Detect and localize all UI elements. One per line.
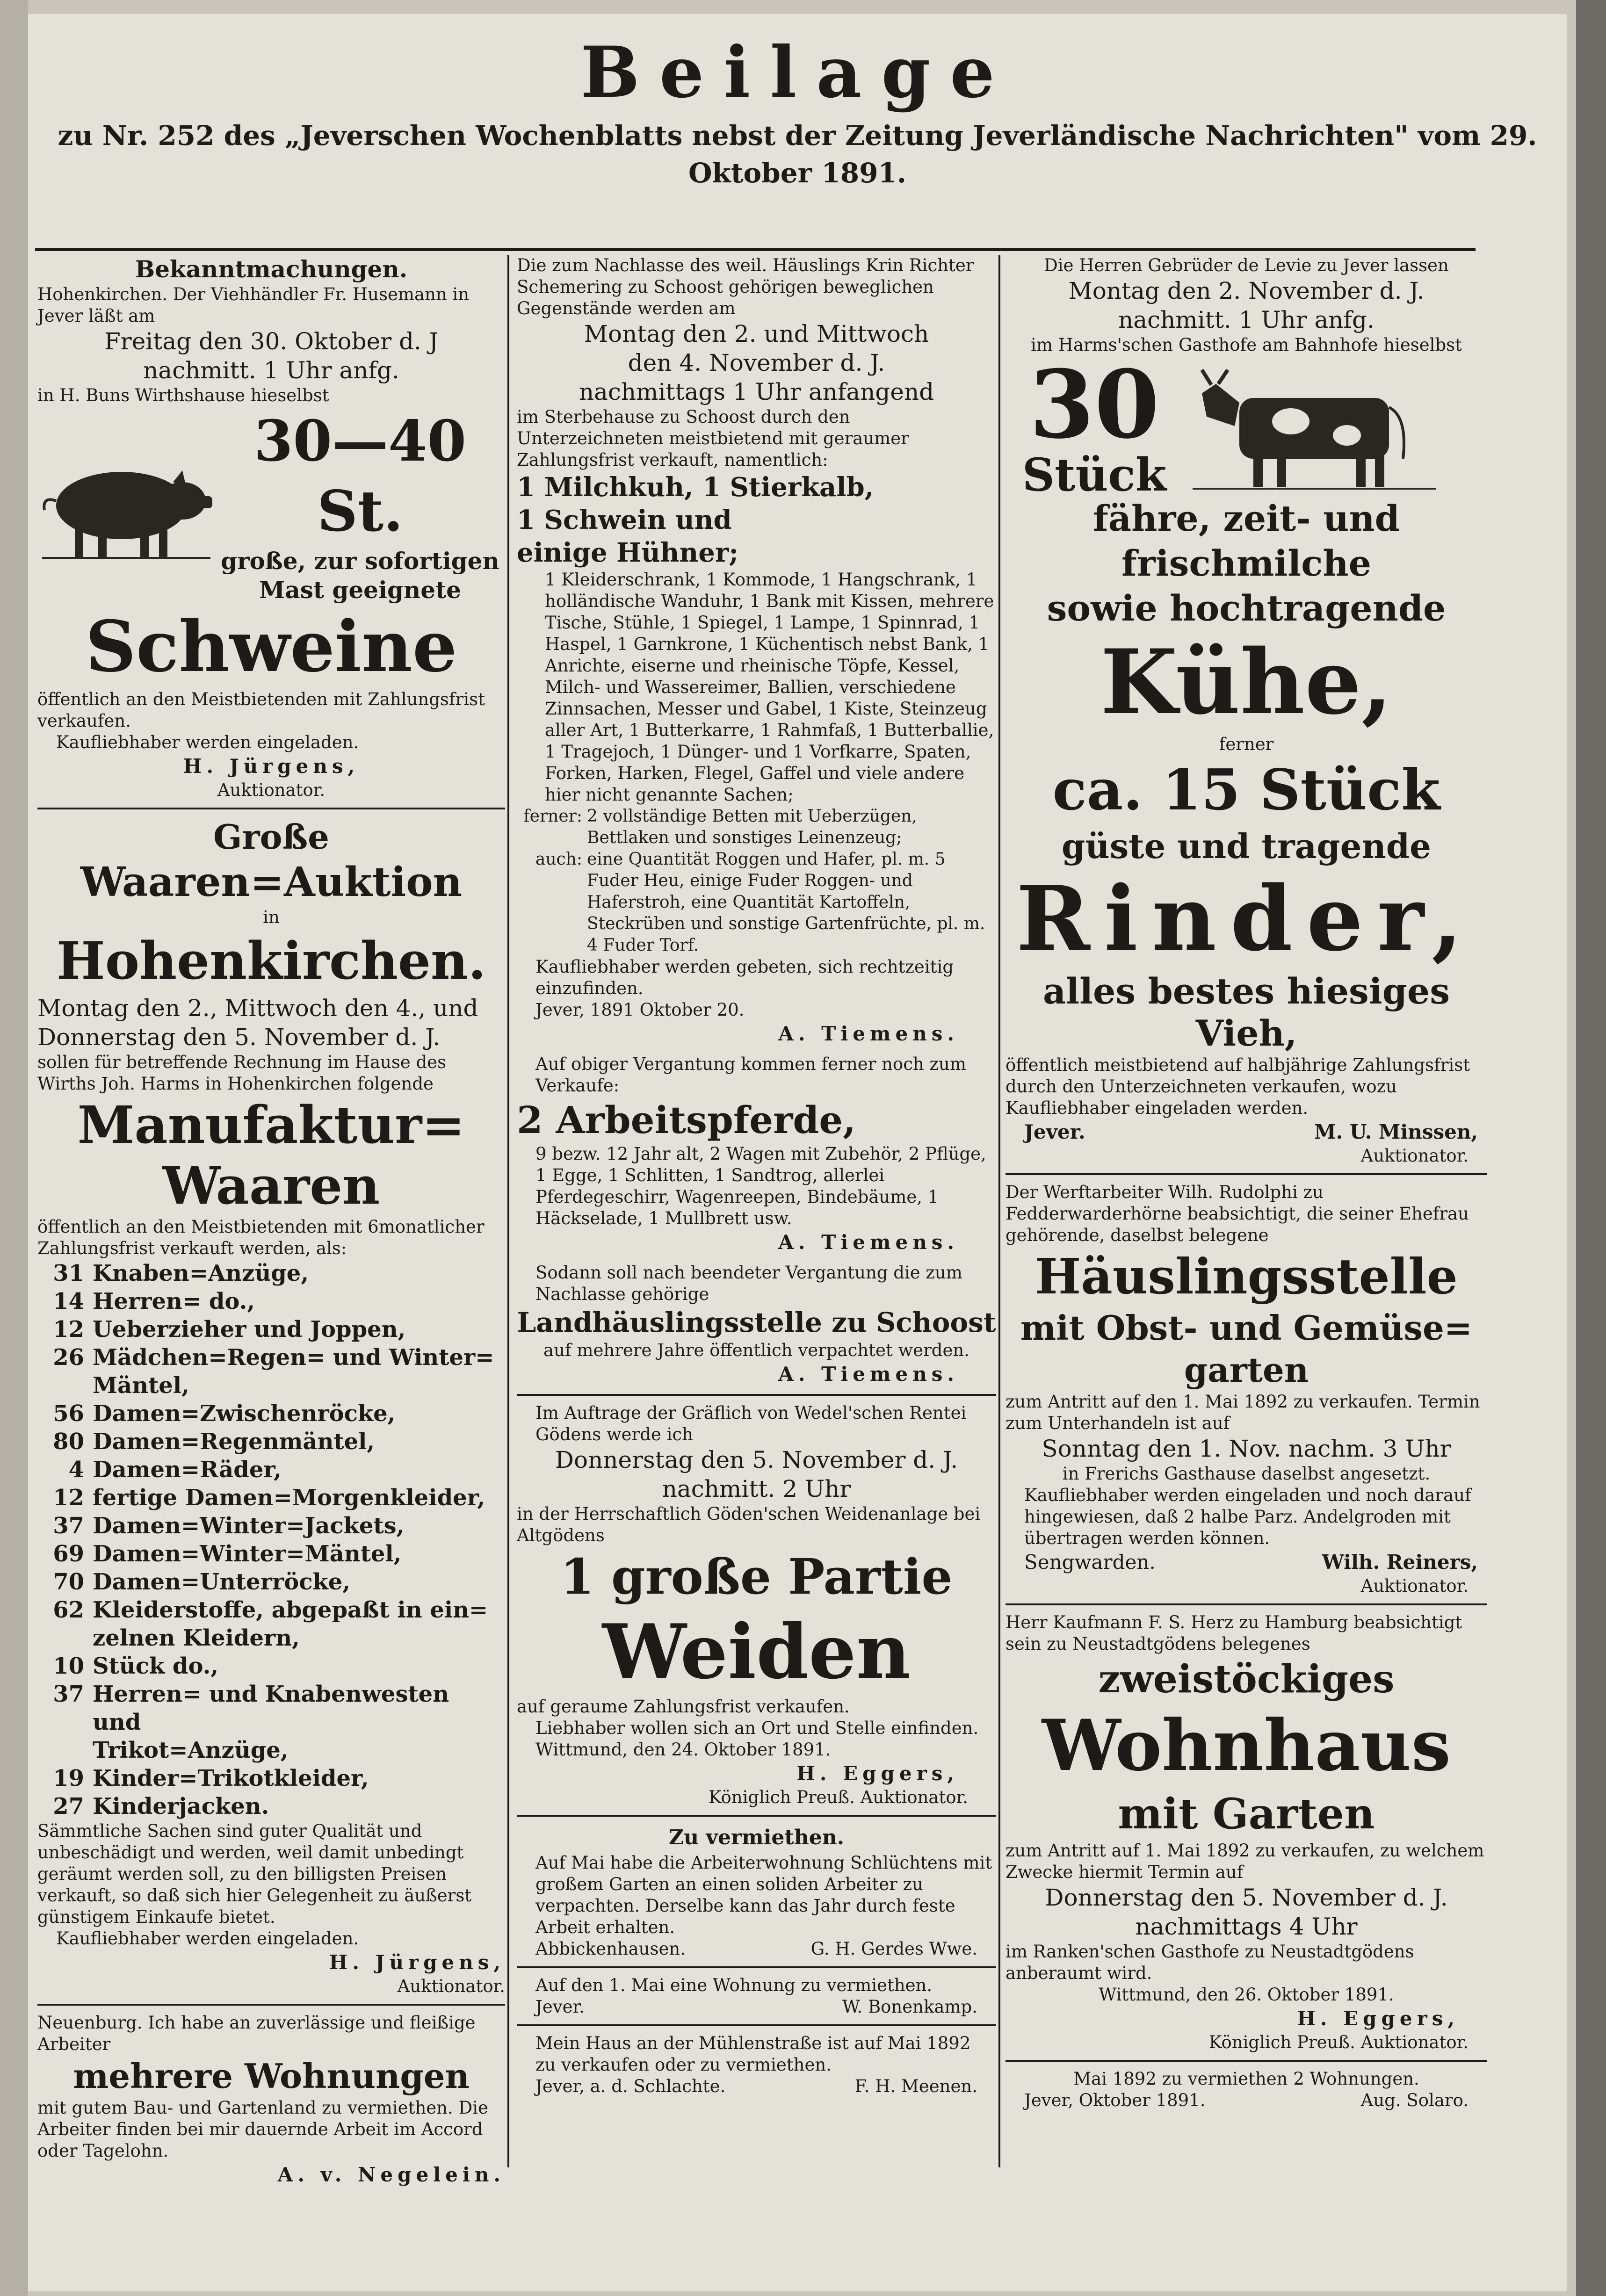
notice-signature: H. Jürgens,: [329, 1951, 505, 1974]
item-quantity: 26: [53, 1344, 84, 1371]
item-quantity: [37, 1372, 93, 1400]
list-item: [37, 1764, 505, 1792]
list-item: [37, 1372, 505, 1400]
notice-signature: H. Jürgens,: [183, 755, 360, 778]
item-label: Ueberzieher und Joppen,: [93, 1316, 406, 1343]
item-quantity: 12: [53, 1485, 84, 1511]
notice-footer: [1006, 2090, 1487, 2111]
column-2: [517, 255, 996, 2104]
list-item: [37, 1512, 505, 1540]
notice-count: 30—40 St.: [254, 408, 466, 544]
notice-desc: große, zur sofortigen: [221, 547, 499, 575]
notice-signature: H. Eggers,: [796, 1762, 959, 1785]
item-quantity: 37: [53, 1681, 84, 1707]
notice-body: mit gutem Bau- und Gartenland zu vermiethen. Die Arbeiter finden bei mir dauernde Arbeit im Accord oder Tagelohn.: [37, 2098, 488, 2161]
notice-place: im Harms'schen Gasthofe am Bahnhofe hieselbst: [1031, 335, 1462, 355]
item-label: Damen=Zwischenröcke,: [93, 1401, 396, 1427]
goods-list: [37, 1259, 505, 1820]
page-subtitle: zu Nr. 252 des „Jeverschen Wochenblatts nebst der Zeitung Jeverländische Nachrichten" vom 29. Oktober 1891.: [58, 120, 1537, 189]
notice-signature: Aug. Solaro.: [1360, 2090, 1469, 2110]
notice-heading: Bekanntmachungen.: [135, 255, 408, 283]
notice-date: Sonntag den 1. Nov. nachm. 3 Uhr: [1042, 1435, 1451, 1462]
notice-body: Auf den 1. Mai eine Wohnung zu vermiethen.: [535, 1975, 933, 1995]
notice-big-word: 1 große Partie: [560, 1548, 953, 1605]
notice-signature: F. H. Meenen.: [854, 2076, 977, 2096]
notice-footer: [1006, 1119, 1487, 1145]
notice-date: den 4. November d. J.: [628, 349, 885, 376]
notice-invite: Kaufliebhaber werden eingeladen.: [56, 1928, 359, 1949]
notice-date: Jever, 1891 Oktober 20.: [535, 1000, 745, 1020]
notice-invite: Kaufliebhaber werden eingeladen.: [56, 732, 359, 752]
notice-haus-meenen: [517, 2033, 996, 2097]
item-label: Damen=Winter=Mäntel,: [93, 1541, 402, 1567]
item-quantity: 12: [53, 1316, 84, 1343]
notice-haeuslingsstelle: [1006, 1182, 1487, 1597]
notice-big-word: Landhäuslingsstelle zu Schoost: [517, 1307, 996, 1338]
notice-waaren-auktion: [37, 816, 505, 1997]
notice-date: Wittmund, den 24. Oktober 1891.: [535, 1740, 831, 1760]
notice-signature-role: Auktionator.: [1360, 1146, 1469, 1166]
page-title: Beilage: [580, 31, 1014, 114]
notice-signature: Wilh. Reiners,: [1322, 1551, 1478, 1574]
notice-zu-vermiethen: [517, 1823, 996, 1960]
item-label: Herren= do.,: [93, 1288, 255, 1314]
notice-desc: fähre, zeit- und frischmilche: [1093, 498, 1400, 584]
notice-body: zum Antritt auf 1. Mai 1892 zu verkaufen, zu welchem Zwecke hiermit Termin auf: [1006, 1841, 1484, 1882]
masthead: [28, 28, 1567, 192]
notice-big-word: mehrere Wohnungen: [73, 2056, 470, 2096]
item-quantity: 27: [53, 1793, 84, 1819]
notice-wohnhaus: [1006, 1612, 1487, 2053]
notice-place: Jever, Oktober 1891.: [1024, 2090, 1206, 2110]
notice-big-word: Rinder,: [1016, 866, 1477, 971]
item-label: Kinderjacken.: [93, 1793, 269, 1819]
item-quantity: 14: [53, 1288, 84, 1314]
notice-divider: [517, 1394, 996, 1396]
item-quantity: 70: [53, 1569, 84, 1595]
notice-count: 30: [1029, 350, 1160, 460]
notice-text: Hohenkirchen. Der Viehhändler Fr. Husemann in Jever läßt am: [37, 284, 470, 326]
item-quantity: 4: [68, 1457, 84, 1483]
notice-place: im Ranken'schen Gasthofe zu Neustadtgödens anberaumt wird.: [1006, 1942, 1414, 1983]
notice-footer: [517, 2076, 996, 2097]
item-label: Mädchen=Regen= und Winter=: [93, 1344, 494, 1371]
notice-text: Herr Kaufmann F. S. Herz zu Hamburg beabsichtigt sein zu Neustadtgödens belegenes: [1006, 1612, 1462, 1654]
masthead-rule: [35, 248, 1476, 251]
item-quantity: 69: [53, 1541, 84, 1567]
list-item: [37, 1484, 505, 1512]
notice-date: Donnerstag den 5. November d. J.: [1045, 1884, 1448, 1911]
item-quantity: 19: [53, 1765, 84, 1791]
notice-big-word: 1 Milchkuh, 1 Stierkalb,: [517, 472, 874, 503]
item-label: Trikot=Anzüge,: [93, 1737, 289, 1763]
notice-big-word: Wohnhaus: [1042, 1704, 1451, 1787]
item-label: Herren= und Knabenwesten und: [92, 1681, 449, 1735]
notice-place: in Frerichs Gasthause daselbst angesetzt.: [1062, 1464, 1431, 1484]
notice-place: Jever.: [535, 1997, 585, 2017]
notice-text: Die Herren Gebrüder de Levie zu Jever lassen: [1044, 255, 1449, 275]
adjacent-page-edge: [0, 0, 28, 2296]
notice-big-word: einige Hühner;: [517, 537, 739, 568]
list-item: [37, 1736, 505, 1764]
notice-divider: [517, 2024, 996, 2026]
notice-place: im Sterbehause zu Schoost durch den Unterzeichneten meistbietend mit geraumer Zahlungsfrist verkauft, namentlich:: [517, 407, 909, 470]
notice-date: Montag den 2., Mittwoch den 4., und: [37, 995, 478, 1022]
notice-text: Sodann soll nach beendeter Vergantung die zum Nachlasse gehörige: [535, 1263, 962, 1304]
notice-date: Donnerstag den 5. November d. J.: [555, 1446, 958, 1473]
notice-arbeitspferde: [517, 1054, 996, 1256]
item-label: Stück do.,: [93, 1653, 219, 1679]
notice-big-word: 2 Arbeitspferde,: [517, 1098, 856, 1142]
notice-signature: A. Tiemens.: [778, 1022, 959, 1045]
notice-text: sollen für betreffende Rechnung im Hause des Wirths Joh. Harms in Hohenkirchen folgende: [37, 1052, 447, 1094]
item-label: Knaben=Anzüge,: [93, 1260, 309, 1286]
notice-big-word: Häuslingsstelle: [1035, 1248, 1458, 1305]
book-edge: [1576, 0, 1606, 2296]
notice-place: in der Herrschaftlich Göden'schen Weidenanlage bei Altgödens: [517, 1504, 981, 1545]
pig-icon: [37, 449, 215, 562]
notice-wohnung-bonenkamp: [517, 1975, 996, 2018]
item-quantity: 31: [53, 1260, 84, 1286]
notice-signature-role: Auktionator.: [217, 780, 326, 800]
notice-big-word: Manufaktur=: [77, 1095, 465, 1155]
notice-signature-role: Auktionator.: [397, 1976, 505, 1996]
list-item: [37, 1624, 505, 1652]
notice-footer: [1006, 1549, 1487, 1575]
notice-text: Der Werftarbeiter Wilh. Rudolphi zu Fedderwarderhörne beabsichtigt, die seiner Ehefrau gehörende, daselbst belegene: [1006, 1182, 1469, 1245]
notice-place: Abbickenhausen.: [535, 1939, 686, 1959]
notice-divider: [37, 808, 505, 809]
list-item: [37, 1400, 505, 1428]
notice-body: auf mehrere Jahre öffentlich verpachtet werden.: [543, 1340, 969, 1360]
item-quantity: 62: [53, 1597, 84, 1623]
notice-text: Die zum Nachlasse des weil. Häuslings Krin Richter Schemering zu Schoost gehörigen beweglichen Gegenstände werden am: [517, 255, 974, 318]
column-divider: [507, 255, 509, 2167]
list-item: [37, 1343, 505, 1372]
notice-entry: [517, 806, 996, 849]
notice-landhaeuslingsstelle: [517, 1262, 996, 1387]
notice-heading: Waaren=Auktion: [80, 859, 463, 906]
notice-divider: [517, 1966, 996, 1968]
notice-footer: [517, 1938, 996, 1960]
notice-big-word: mit Garten: [1118, 1789, 1375, 1839]
notice-big-word: Waaren: [162, 1155, 380, 1216]
notice-place: in H. Buns Wirthshause hieselbst: [37, 385, 329, 405]
notice-text: Im Auftrage der Gräflich von Wedel'schen Rentei Gödens werde ich: [535, 1403, 967, 1444]
notice-date: Donnerstag den 5. November d. J.: [37, 1024, 441, 1051]
notice-footer: [517, 1996, 996, 2018]
item-quantity: 37: [53, 1513, 84, 1539]
notice-heading: Zu vermiethen.: [668, 1826, 845, 1849]
list-item: [37, 1259, 505, 1287]
notice-heading: Große: [213, 817, 329, 857]
item-label: Damen=Winter=Jackets,: [93, 1513, 405, 1539]
notice-date: Montag den 2. und Mittwoch: [584, 320, 929, 347]
notice-big-word: mit Obst- und Gemüse=: [1020, 1308, 1473, 1348]
item-label: fertige Damen=Morgenkleider,: [93, 1485, 485, 1511]
notice-body: 1 Kleiderschrank, 1 Kommode, 1 Hangschrank, 1 holländische Wanduhr, 1 Bank mit Kissen, mehrere Tische, Stühle, 1 Spiegel, 1 Lampe, 1 Spinnrad, 1 Haspel, 1 Garnkrone, 1 Küchentisch nebst Bank, 1 Anrichte, eiserne und rheinische Töpfe, Kessel, Milch- und Wassereimer, Ballien, verschiedene Zinnsachen, Messer und Gabel, 1 Kiste, Steinzeug aller Art, 1 Butterkarre, 1 Rahmfaß, 1 Butterballie, 1 Tragejoch, 1 Dünger- und 1 Vorfkarre, Spaten, Forken, Harken, Flegel, Gaffel und viele andere hier nicht genannte Sachen;: [545, 570, 994, 805]
entry-key: auch:: [535, 850, 582, 869]
notice-big-word: Schweine: [85, 606, 457, 688]
notice-divider: [1006, 2060, 1487, 2062]
list-item: [37, 1315, 505, 1343]
notice-time: nachmitt. 2 Uhr: [662, 1475, 851, 1502]
item-label: Damen=Unterröcke,: [93, 1569, 350, 1595]
notice-time: nachmittags 4 Uhr: [1135, 1913, 1358, 1940]
notice-place: Hohenkirchen.: [56, 931, 486, 991]
entry-value: eine Quantität Roggen und Hafer, pl. m. 5 Fuder Heu, einige Fuder Roggen- und Haferstroh, eine Quantität Kartoffeln, Steckrüben und sonstige Gartenfrüchte, pl. m. 4 Fuder Torf.: [587, 850, 985, 955]
notice-invite: Liebhaber wollen sich an Ort und Stelle einfinden.: [535, 1718, 979, 1738]
notice-signature: A. Tiemens.: [778, 1363, 959, 1386]
notice-big-word: garten: [1184, 1350, 1309, 1390]
list-item: [37, 1287, 505, 1315]
notice-time: nachmittags 1 Uhr anfangend: [579, 378, 934, 405]
notice-place: Jever.: [1024, 1120, 1085, 1143]
notice-signature: G. H. Gerdes Wwe.: [810, 1939, 977, 1959]
cow-icon: [1183, 356, 1445, 496]
notice-count: ca. 15 Stück: [1052, 757, 1440, 823]
notice-time: nachmitt. 1 Uhr anfg.: [143, 357, 399, 384]
item-quantity: 10: [53, 1653, 84, 1679]
notice-signature: A. v. Negelein.: [277, 2163, 505, 2186]
notice-big-word: Weiden: [602, 1608, 911, 1696]
notice-body: Mein Haus an der Mühlenstraße ist auf Mai 1892 zu verkaufen oder zu vermiethen.: [535, 2033, 971, 2075]
notice-schweine: [37, 255, 505, 801]
item-quantity: [37, 1624, 93, 1652]
notice-desc: Mast geeignete: [259, 576, 461, 604]
column-divider: [998, 255, 1000, 2167]
list-item: [37, 1428, 505, 1456]
notice-signature: W. Bonenkamp.: [842, 1997, 977, 2017]
column-3: [1006, 255, 1487, 2118]
notice-date: Freitag den 30. Oktober d. J: [104, 328, 438, 355]
notice-place: Sengwarden.: [1024, 1551, 1156, 1574]
notice-big-word: 1 Schwein und: [517, 505, 732, 535]
notice-signature-role: Königlich Preuß. Auktionator.: [708, 1787, 968, 1807]
notice-date: Montag den 2. November d. J.: [1068, 277, 1425, 304]
notice-kuehe: [1006, 255, 1487, 1167]
notice-invite: Kaufliebhaber werden eingeladen und noch darauf hingewiesen, daß 2 halbe Parz. Andelgroden mit übertragen werden können.: [1024, 1485, 1471, 1548]
item-quantity: 56: [53, 1401, 84, 1427]
item-label: Mäntel,: [93, 1372, 189, 1399]
notice-signature: H. Eggers,: [1297, 2007, 1459, 2030]
list-item: [37, 1456, 505, 1484]
item-label: zelnen Kleidern,: [93, 1625, 300, 1651]
notice-divider: [517, 1815, 996, 1817]
list-item: [37, 1596, 505, 1624]
notice-divider: [1006, 1173, 1487, 1175]
notice-text: ferner: [1219, 734, 1274, 754]
item-label: Kinder=Trikotkleider,: [93, 1765, 369, 1791]
notice-signature: A. Tiemens.: [778, 1231, 959, 1254]
notice-body: öffentlich an den Meistbietenden mit Zahlungsfrist verkaufen.: [37, 689, 485, 731]
notice-text: Neuenburg. Ich habe an zuverlässige und fleißige Arbeiter: [37, 2013, 476, 2054]
notice-body: öffentlich meistbietend auf halbjährige Zahlungsfrist durch den Unterzeichneten verkaufen, wozu Kaufliebhaber eingeladen werden.: [1006, 1055, 1470, 1118]
notice-desc: sowie hochtragende: [1047, 587, 1446, 629]
notice-desc: güste und tragende: [1062, 826, 1431, 866]
item-quantity: [37, 1736, 93, 1764]
notice-nachlass: [517, 255, 996, 1047]
item-quantity: 80: [53, 1429, 84, 1455]
notice-signature: M. U. Minssen,: [1314, 1120, 1478, 1143]
notice-text: Auf obiger Vergantung kommen ferner noch zum Verkaufe:: [535, 1054, 966, 1096]
notice-body: öffentlich an den Meistbietenden mit 6monatlicher Zahlungsfrist verkauft werden, als:: [37, 1217, 485, 1258]
list-item: [37, 1652, 505, 1680]
notice-invite: Kaufliebhaber werden gebeten, sich rechtzeitig einzufinden.: [535, 957, 954, 998]
list-item: [37, 1792, 505, 1820]
list-item: [37, 1540, 505, 1568]
notice-unit: Stück: [1022, 448, 1167, 501]
item-label: Damen=Räder,: [93, 1457, 282, 1483]
notice-desc: alles bestes hiesiges Vieh,: [1043, 970, 1450, 1054]
notice-signature-role: Auktionator.: [1360, 1576, 1469, 1596]
notice-wohnungen-solaro: [1006, 2068, 1487, 2111]
notice-body: zum Antritt auf den 1. Mai 1892 zu verkaufen. Termin zum Unterhandeln ist auf: [1006, 1392, 1480, 1433]
item-label: Damen=Regenmäntel,: [93, 1429, 375, 1455]
entry-value: 2 vollständige Betten mit Ueberzügen, Bettlaken und sonstiges Leinenzeug;: [587, 807, 917, 847]
notice-weiden: [517, 1402, 996, 1808]
notice-divider: [1006, 1603, 1487, 1605]
notice-big-word: zweistöckiges: [1098, 1657, 1395, 1702]
notice-body: Auf Mai habe die Arbeiterwohnung Schlüchtens mit großem Garten an einen soliden Arbeiter zu verpachten. Derselbe kann das Jahr durch feste Arbeit erhalten.: [535, 1853, 992, 1937]
notice-signature-role: Königlich Preuß. Auktionator.: [1208, 2032, 1469, 2052]
notice-body: Mai 1892 zu vermiethen 2 Wohnungen.: [1073, 2069, 1419, 2089]
notice-date: Wittmund, den 26. Oktober 1891.: [1099, 1985, 1394, 2005]
column-1: [37, 255, 505, 2195]
notice-text: in: [263, 907, 280, 927]
list-item: [37, 1568, 505, 1596]
notice-body: auf geraume Zahlungsfrist verkaufen.: [517, 1697, 850, 1717]
notice-divider: [37, 2004, 505, 2006]
notice-big-word: Kühe,: [1100, 630, 1393, 734]
item-label: Kleiderstoffe, abgepaßt in ein=: [93, 1597, 488, 1623]
notice-entry: [517, 849, 996, 956]
notice-wohnungen: [37, 2012, 505, 2188]
notice-time: nachmitt. 1 Uhr anfg.: [1118, 306, 1375, 333]
notice-body: Sämmtliche Sachen sind guter Qualität und unbeschädigt und werden, weil damit unbedingt geräumt werden soll, zu den billigsten Preisen verkauft, so daß sich hier Gelegenheit zu äußerst günstigem Einkaufe bietet.: [37, 1821, 472, 1927]
list-item: [37, 1680, 505, 1736]
notice-place: Jever, a. d. Schlachte.: [535, 2076, 726, 2096]
notice-body: 9 bezw. 12 Jahr alt, 2 Wagen mit Zubehör, 2 Pflüge, 1 Egge, 1 Schlitten, 1 Sandtrog, allerlei Pferdegeschirr, Wagenreepen, Bindebäume, 1 Häckselade, 1 Mullbrett usw.: [535, 1144, 986, 1228]
entry-key: ferner:: [523, 807, 582, 826]
